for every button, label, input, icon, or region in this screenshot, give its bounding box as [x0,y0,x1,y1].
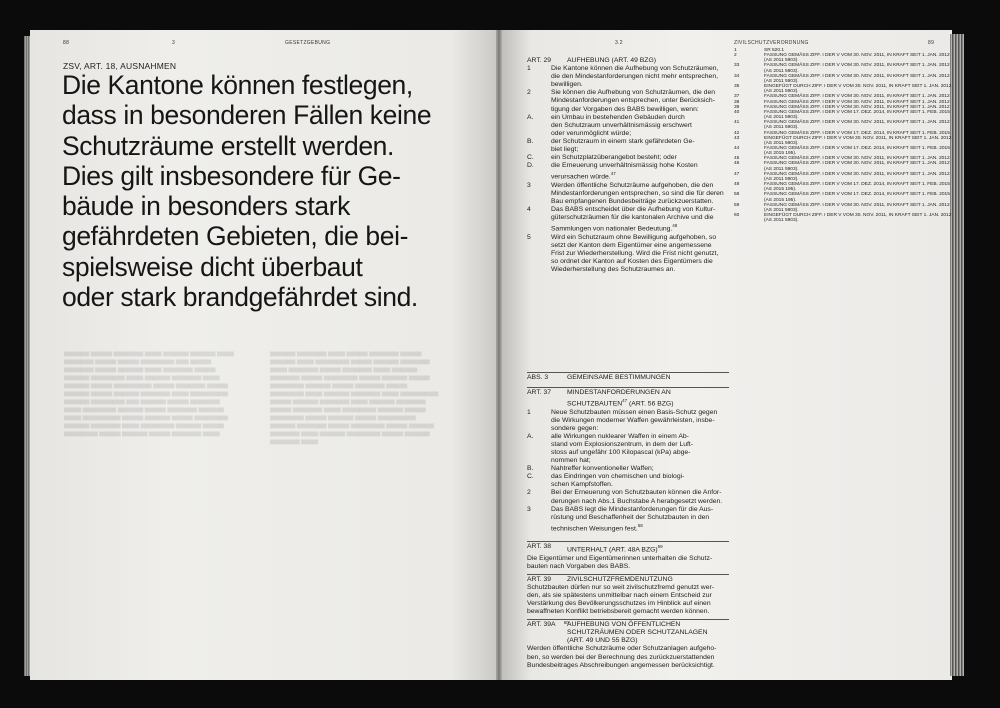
paragraph-number: 3 [527,181,531,189]
text-line: Sie können die Aufhebung von Schutzräumen, die den [551,89,716,97]
article-label: ART. 38 [527,543,552,551]
footnote-text: (AS 2011 5903). [764,89,799,95]
text-line: Schutzbauten dürfen nur so weit zivilschutzfremd genutzt wer- [527,583,715,591]
text-line: den, als sie spätestens unmittelbar nach einem Entscheid zur [527,591,712,599]
text-line: setzt der Kanton dem Eigentümer eine angemessene [551,241,712,249]
footnote-number: 40 [734,109,740,115]
item-text [551,465,729,473]
text-line: das Eindringen von chemischen und biologi- [551,473,685,481]
text-line: oder verunmöglicht würde; [551,129,632,137]
footnote-text: (AS 2011 5903). [764,58,799,64]
text-line: die Erneuerung unverhältnismässig hohe Kosten [551,162,698,170]
footnote-number: 33 [734,63,740,69]
text-line: rüstung und Beschaffenheit der Schutzbauten in den [551,513,710,521]
text-line: die Wirkungen moderner Waffen gewährleisten, insbe- [551,416,715,424]
footnote-marker: 47 [622,398,628,404]
pull-quote-line: spielsweise dicht überbaut [62,251,363,282]
footnote-number: 39 [734,104,740,110]
footnote-text: (AS 2015 195). [764,187,797,193]
footnote-text: FASSUNG GEMÄSS ZIFF. I DER V VOM 17. DEZ. 2014, IN KRAFT SEIT 1. FEB. 2015 [764,145,950,151]
text-line: biet liegt; [551,146,579,154]
footnote-number: 2 [734,53,737,59]
article-title [567,57,729,65]
article-label: ART. 39A [527,621,556,629]
show-through-text: ▆▆▆▆▆▆ ▆▆▆▆▆ ▆▆▆▆▆▆▆ ▆▆▆▆ ▆▆▆▆▆▆ ▆▆▆▆▆▆ ▆▆▆▆ ▆▆▆▆▆▆▆ ▆▆▆▆▆ ▆▆▆▆▆ ▆▆▆▆▆▆▆▆ ▆▆▆ ▆▆▆▆▆ ▆▆▆▆▆▆▆ ▆▆▆▆▆ ▆▆▆▆▆▆ ▆▆▆▆ ▆▆▆▆▆▆▆ ▆▆▆▆▆ ▆▆▆▆▆▆ ▆▆▆▆▆▆▆▆ ▆▆▆▆ ▆▆▆▆▆▆ ▆▆▆▆▆▆▆ ▆▆▆▆ ▆▆▆▆▆▆ ▆▆▆▆▆ ▆▆▆▆▆▆▆▆▆ ▆▆▆▆▆ ▆▆▆▆▆▆▆ ▆▆▆▆▆ ▆▆▆▆▆▆ ▆▆▆▆▆ ▆▆▆▆▆▆ ▆▆▆▆▆▆▆ ▆▆▆▆ ▆▆▆▆▆▆▆▆▆ ▆▆▆▆▆▆ ▆▆▆▆▆▆▆▆ ▆▆▆ ▆▆▆▆▆▆ ▆▆▆▆▆ ▆▆▆▆▆▆▆ ▆▆▆▆ ▆▆▆▆▆▆▆▆ ▆▆▆▆▆▆ ▆▆▆▆▆ ▆▆▆▆▆▆▆ ▆▆▆▆▆▆ ▆▆▆▆ ▆▆▆▆▆▆▆▆▆ ▆▆▆▆▆ ▆▆▆▆▆▆ ▆▆▆▆▆ ▆▆▆▆▆▆▆▆ ▆▆▆▆▆▆ ▆▆▆▆▆▆▆ ▆▆▆▆ ▆▆▆▆▆▆▆▆ ▆▆▆▆▆▆ ▆▆▆▆▆ ▆▆▆▆▆▆▆▆ ▆▆▆▆▆ ▆▆▆▆▆▆ ▆▆▆▆▆ ▆▆▆▆▆▆▆ ▆▆▆▆ [64,351,234,437]
text-line: ben, so werden bei der Berechnung des zurückzuerstattenden [527,653,715,661]
text-line: ein Umbau in bestehenden Gebäuden durch [551,113,685,121]
text-line: so ordnet der Kanton auf Kosten des Eigentümers die [551,257,713,265]
text-line: Bei der Erneuerung von Schutzbauten können die Anfor- [551,489,722,497]
item-text [551,433,729,465]
text-line: Die Kantone können die Aufhebung von Schutzräumen, [551,65,719,73]
paragraph-number: 2 [527,89,531,97]
footnote-text: (AS 2011 5903). [764,207,799,213]
footnote-marker: 59 [657,544,663,550]
footnote-text: (AS 2011 5903). [764,78,799,84]
footnote-number: 37 [734,94,740,100]
footnote-text: FASSUNG GEMÄSS ZIFF. I DER V VOM 30. NOV. 2011, IN KRAFT SEIT 1. JAN. 2012 [764,171,950,177]
right-section-number: 3.2 [615,40,623,46]
footnote-number: 47 [734,171,740,177]
article-title-line: AUFHEBUNG (ART. 49 BZG) [567,57,657,64]
text-line: technischen Weisungen fest. [551,525,638,533]
footnote-text: FASSUNG GEMÄSS ZIFF. I DER V VOM 30. NOV. 2011, IN KRAFT SEIT 1. JAN. 2012 [764,53,950,59]
footnote-text: FASSUNG GEMÄSS ZIFF. I DER V VOM 17. DEZ. 2014, IN KRAFT SEIT 1. FEB. 2015 [764,109,950,115]
footnote-text: FASSUNG GEMÄSS ZIFF. I DER V VOM 30. NOV. 2011, IN KRAFT SEIT 1. JAN. 2012 [764,120,950,126]
left-page-number: 88 [63,40,70,46]
footnote-number: 59 [734,202,740,208]
footnote [734,218,950,223]
book-spine [496,30,502,680]
text-line: verursachen würde. [551,173,611,181]
paragraph-text [551,489,729,505]
footnote-number: 43 [734,135,740,141]
footnote-number: 1 [734,48,737,53]
text-line: bauten nach Vorgaben des BABS. [527,562,631,570]
footnote-text: (AS 2011 5903). [764,125,799,131]
footnote-text: FASSUNG GEMÄSS ZIFF. I DER V VOM 30. NOV. 2011, IN KRAFT SEIT 1. JAN. 2012 [764,73,950,79]
footnote-text: FASSUNG GEMÄSS ZIFF. I DER V VOM 30. NOV. 2011, IN KRAFT SEIT 1. JAN. 2012 [764,63,950,69]
footnote-marker: 60 [563,620,569,626]
main-column [527,57,729,670]
text-line: Bundesbeitrages Abschreibungen angemessen berücksichtigt. [527,661,715,669]
footnote-text: FASSUNG GEMÄSS ZIFF. I DER V VOM 30. NOV. 2011, IN KRAFT SEIT 1. JAN. 2012 [764,99,950,105]
paragraph-number: 2 [527,489,531,497]
footnote-text: (AS 2015 195). [764,197,797,203]
footnote-marker: 48 [672,223,678,229]
pull-quote-line: Die Kantone können festlegen, [62,70,413,100]
pull-quote-line: bäude in besonders stark [62,191,350,222]
footnotes-column [734,48,950,223]
text-line: die den Mindestanforderungen nicht mehr entsprechen, [551,73,719,81]
text-line: alle Wirkungen nuklearer Waffen in einem Ab- [551,432,689,440]
text-line: Werden öffentliche Schutzräume aufgehoben, die den [551,181,714,189]
footnote-text: EINGEFÜGT DURCH ZIFF. I DER V VOM 30. NOV. 2011, IN KRAFT SEIT 1. JAN. 2012 [764,213,952,218]
paragraph-number: 1 [527,408,531,416]
paragraph-number: 4 [527,205,531,213]
text-line: schen Kampfstoffen. [551,481,613,489]
item-letter: C. [527,154,534,162]
item-letter: A. [527,432,534,440]
footnote-text: FASSUNG GEMÄSS ZIFF. I DER V VOM 17. DEZ. 2014, IN KRAFT SEIT 1. FEB. 2015 [764,182,950,188]
footnote-text: (AS 2011 5903). [764,140,799,146]
pull-quote-line: dass in besonderen Fällen keine [62,100,432,131]
left-chapter-number: 3 [172,40,176,46]
paragraph-number: 5 [527,233,531,241]
item-text [551,114,729,138]
paragraph-text [551,206,729,234]
text-line: bewilligen. [551,81,583,89]
footnote-text: FASSUNG GEMÄSS ZIFF. I DER V VOM 30. NOV. 2011, IN KRAFT SEIT 1. JAN. 2012 [764,202,950,208]
text-line: Werden öffentliche Schutzräume oder Schutzanlagen aufgeho- [527,645,717,653]
item-text [551,154,729,162]
text-line: stand vom Explosionszentrum, in dem der Luft- [551,440,694,448]
article-label: ART. 37 [527,389,552,397]
footnote-number: 58 [734,192,740,198]
text-line: Wird ein Schutzraum ohne Bewilligung aufgehoben, so [551,233,717,241]
divider [527,574,729,575]
text-line: güterschutzräumen für die kantonalen Archive und die [551,214,714,222]
paragraph-number: 3 [527,505,531,513]
paragraph-text [551,182,729,206]
footnote-number: 48 [734,182,740,188]
text-line: der Schutzraum in einem stark gefährdeten Ge- [551,137,695,145]
text-line: sondere gegen: [551,424,599,432]
paragraph-text [551,409,729,433]
article-label: ART. 39 [527,575,552,583]
footnote-text: (AS 2011 5903). [764,166,799,172]
text-line: stoss auf ungefähr 100 Kilopascal (kPa) abge- [551,448,691,456]
right-running-title: ZIVILSCHUTZVERORDNUNG [734,40,809,46]
paragraph-text [551,65,729,89]
article-title [567,621,729,645]
footnote-text: FASSUNG GEMÄSS ZIFF. I DER V VOM 30. NOV. 2011, IN KRAFT SEIT 1. JAN. 2012 [764,104,950,110]
paragraph-text [551,234,729,274]
footnote-number: 35 [734,84,740,90]
text-line: bewaffneten Konflikt betriebsbereit gemacht werden können. [527,608,710,616]
footnote-marker: 47 [610,171,616,177]
paragraph-text [551,89,729,113]
pull-quote [62,70,492,312]
text-line: Verstärkung des Bevölkerungsschutzes im Hinblick auf einen [527,600,711,608]
article-label: ABS. 3 [527,373,549,381]
page-edges-right [950,34,964,676]
article-title-line: AUFHEBUNG VON ÖFFENTLICHEN [567,621,681,629]
text-line: Wiederherstellung des Schutzraumes an. [551,265,676,273]
footnote-text: (AS 2011 5903). [764,115,799,121]
text-line: Sammlungen von nationaler Bedeutung. [551,225,673,233]
article-title [567,389,729,408]
footnote-marker: 58 [637,522,643,528]
text-line: ein Schutzplatzüberangebot besteht; oder [551,154,677,162]
pull-quote-line: Dies gilt insbesondere für Ge- [62,160,401,191]
footnote-text: FASSUNG GEMÄSS ZIFF. I DER V VOM 17. DEZ. 2014, IN KRAFT SEIT 1. FEB. 2015 [764,192,950,198]
item-letter: B. [527,137,534,145]
footnote-number: 41 [734,120,740,126]
article-title-line: MINDESTANFORDERUNGEN AN [567,389,671,397]
paragraph-text [551,506,729,534]
article-title-line: SCHUTZBAUTEN [567,400,623,408]
article-label: ART. 29 [527,57,552,64]
item-text [551,473,729,489]
text-line: den Schutzraum unverhältnismässig erschwert [551,121,692,129]
text-line: Frist zur Wiederherstellung. Wird die Frist nicht genutzt, [551,249,719,257]
article-title-line: SCHUTZRÄUMEN ODER SCHUTZANLAGEN [567,629,708,637]
footnote-text: EINGEFÜGT DURCH ZIFF. I DER V VOM 30. NOV. 2011, IN KRAFT SEIT 1. JAN. 2012 [764,84,952,90]
footnote-text: (AS 2015 195). [764,151,797,157]
text-line: Nahtreffer konventioneller Waffen; [551,465,654,473]
article-title [567,576,729,584]
item-letter: B. [527,465,534,473]
footnote-text: (AS 2011 5903). [764,68,799,74]
footnote-text: (AS 2011 5903). [764,218,799,224]
item-text [551,138,729,154]
article-title [567,543,729,554]
footnote-number: 44 [734,145,740,151]
text-line: Die Eigentümer und Eigentümerinnen unterhalten die Schutz- [527,554,713,562]
paragraph-number: 1 [527,65,531,73]
footnote-text: SR 520.1 [764,48,785,53]
footnote-number: 46 [734,161,740,167]
pull-quote-line: gefährdeten Gebieten, die bei- [62,221,409,252]
item-letter: A. [527,113,534,121]
footnote-text: FASSUNG GEMÄSS ZIFF. I DER V VOM 17. DEZ. 2014, IN KRAFT SEIT 1. FEB. 2015 [764,130,950,136]
text-line: Mindestanforderungen entsprechen, so sind die für deren [551,189,724,197]
item-text [551,162,729,181]
article-title-line: ZIVILSCHUTZFREMDENUTZUNG [567,575,673,583]
footnote-number: 38 [734,99,740,105]
text-line: derungen nach Abs.1 Buchstabe A herabgesetzt werden. [551,497,723,505]
footnote-text: EINGEFÜGT DURCH ZIFF. I DER V VOM 30. NOV. 2011, IN KRAFT SEIT 1. JAN. 2012 [764,135,952,141]
footnote-text: FASSUNG GEMÄSS ZIFF. I DER V VOM 30. NOV. 2011, IN KRAFT SEIT 1. JAN. 2012 [764,161,950,167]
text-line: nommen hat; [551,457,591,465]
footnote-number: 60 [734,213,740,218]
article-title [567,374,729,382]
text-line: Das BABS entscheidet über die Aufhebung von Kultur- [551,205,716,213]
footnote-number: 34 [734,73,740,79]
footnote-number: 45 [734,156,740,162]
text-line: tigung der Vorgaben des BABS bewilligen, wenn: [551,105,699,113]
footnote-text: (AS 2011 5903). [764,176,799,182]
article-title-line: GEMEINSAME BESTIMMUNGEN [567,373,671,381]
item-letter: D. [527,162,534,170]
divider [527,387,729,388]
divider [527,372,729,373]
left-chapter-title: GESETZGEBUNG [285,40,331,46]
footnote-text: FASSUNG GEMÄSS ZIFF. I DER V VOM 30. NOV. 2011, IN KRAFT SEIT 1. JAN. 2012 [764,156,950,162]
footnote-number: 42 [734,130,740,136]
article-title-line: (ART. 49 UND 55 BZG) [567,637,638,645]
divider [527,541,729,542]
right-page-number: 89 [928,40,935,46]
item-letter: C. [527,473,534,481]
article-reference-label: ZSV, ART. 18, AUSNAHMEN [63,61,177,71]
article-title-line: UNTERHALT (ART. 48A BZG) [567,546,658,554]
pull-quote-line: oder stark brandgefährdet sind. [62,282,418,313]
pull-quote-line: Schutzräume erstellt werden. [62,130,394,161]
text-line: Das BABS legt die Mindestanforderungen für die Aus- [551,505,714,513]
show-through-text: ▆▆▆▆▆▆ ▆▆▆▆▆▆▆ ▆▆▆▆ ▆▆▆▆▆ ▆▆▆▆▆▆▆ ▆▆▆▆▆ ▆▆▆▆▆▆ ▆▆▆▆ ▆▆▆▆▆▆▆▆ ▆▆▆▆▆ ▆▆▆▆▆▆ ▆▆▆▆▆▆▆ ▆▆▆▆ ▆▆▆▆▆▆▆ ▆▆▆▆▆ ▆▆▆▆▆▆▆ ▆▆▆▆ ▆▆▆▆▆▆ ▆▆▆▆▆▆▆ ▆▆▆▆▆ ▆▆▆▆▆▆▆▆ ▆▆▆▆▆ ▆▆▆▆▆▆ ▆▆▆▆▆ ▆▆▆▆▆▆▆▆ ▆▆▆▆▆▆ ▆▆▆▆▆ ▆▆▆▆▆▆▆ ▆▆▆▆▆ ▆▆▆▆▆▆▆▆ ▆▆▆▆ ▆▆▆▆▆▆ ▆▆▆▆▆▆▆ ▆▆▆▆ ▆▆▆▆▆▆▆▆▆ ▆▆▆▆▆ ▆▆▆▆▆▆ ▆▆▆▆▆▆▆ ▆▆▆▆ ▆▆▆▆▆▆ ▆▆▆▆▆▆▆ ▆▆▆▆▆ ▆▆▆▆▆▆▆ ▆▆▆▆ ▆▆▆▆▆▆▆▆ ▆▆▆▆▆▆ ▆▆▆▆▆ ▆▆▆▆▆▆▆▆ ▆▆▆▆▆ ▆▆▆▆▆▆ ▆▆▆▆▆ ▆▆▆▆▆▆▆▆▆ ▆▆▆▆▆▆ ▆▆▆▆▆▆▆ ▆▆▆▆▆ ▆▆▆▆▆▆▆▆ ▆▆▆▆▆ ▆▆▆▆▆▆ ▆▆▆▆▆▆▆ ▆▆▆▆ ▆▆▆▆▆▆ ▆▆▆▆▆▆▆▆ ▆▆▆▆▆ ▆▆▆▆▆▆ ▆▆▆▆▆▆▆ ▆▆▆▆ [270,351,439,445]
text-line: Mindestanforderungen entsprechen, unter Berücksich- [551,97,715,105]
text-line: Neue Schutzbauten müssen einen Basis-Schutz gegen [551,408,718,416]
article-title-line: (ART. 56 BZG) [627,400,674,408]
footnote-text: FASSUNG GEMÄSS ZIFF. I DER V VOM 30. NOV. 2011, IN KRAFT SEIT 1. JAN. 2012 [764,94,950,100]
text-line: Bau empfangenen Bundesbeiträge zurückzuerstatten. [551,197,714,205]
